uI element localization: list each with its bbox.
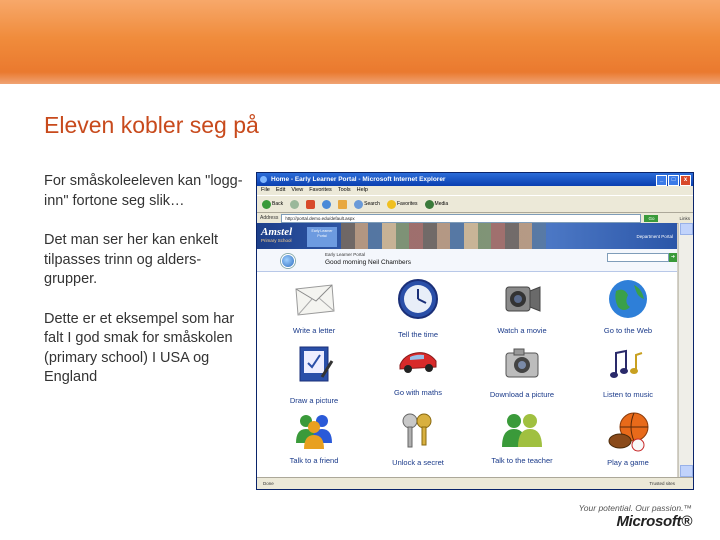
envelope-icon	[292, 277, 336, 321]
tile-label: Watch a movie	[497, 326, 547, 335]
tile-label: Go with maths	[394, 388, 442, 397]
star-icon	[387, 200, 396, 209]
activity-grid	[257, 275, 677, 475]
greeting-label: Early Learner Portal	[325, 252, 366, 257]
microsoft-branding	[579, 503, 692, 530]
tile-label: Tell the time	[397, 330, 439, 339]
tile-label: Unlock a secret	[392, 458, 444, 467]
close-button[interactable]: x	[680, 175, 691, 186]
forward-button[interactable]	[288, 200, 301, 209]
search-icon	[354, 200, 363, 209]
microsoft-logo: Microsoft®	[616, 513, 692, 530]
clock-icon	[396, 277, 440, 321]
security-zone: Trusted sites	[649, 481, 675, 486]
browser-title: Home - Early Learner Portal - Microsoft Internet Explorer	[271, 176, 446, 183]
minimize-button[interactable]: _	[656, 175, 667, 186]
tile-download-picture[interactable]	[477, 341, 567, 399]
music-notes-icon	[606, 341, 650, 385]
greeting-row	[257, 249, 677, 272]
stop-button[interactable]	[304, 200, 317, 209]
tile-watch-movie[interactable]	[477, 277, 567, 335]
teacher-icon	[500, 407, 544, 451]
vertical-scrollbar[interactable]	[678, 223, 693, 477]
menu-favorites[interactable]: Favorites	[309, 187, 332, 193]
camera-icon	[500, 341, 544, 385]
search-input[interactable]	[607, 253, 669, 262]
bullet-list	[44, 172, 249, 408]
department-link[interactable]: Department Portal	[636, 234, 673, 239]
bullet-item: Dette er et eksempel som har falt I god smak for småskolen (primary school) I USA og England	[44, 310, 235, 385]
search-button[interactable]: Search	[352, 200, 382, 209]
tile-label: Talk to the teacher	[491, 456, 553, 465]
page-content	[257, 223, 677, 477]
search-go-button[interactable]: ➜	[670, 254, 676, 260]
tile-talk-friend[interactable]	[269, 407, 359, 465]
menu-tools[interactable]: Tools	[337, 187, 351, 193]
browser-toolbar	[257, 195, 693, 213]
tile-label: Listen to music	[602, 390, 654, 399]
back-button[interactable]: Back	[260, 200, 285, 209]
back-arrow-icon	[262, 200, 271, 209]
menu-bar	[257, 186, 693, 195]
maximize-button[interactable]: □	[668, 175, 679, 186]
menu-view[interactable]: View	[291, 187, 304, 193]
go-button[interactable]: Go	[644, 215, 658, 222]
bullet-item: For småskoleeleven kan "logg-inn" fortone seg slik…	[44, 173, 243, 209]
tile-tell-time[interactable]	[373, 277, 463, 339]
ie-icon	[260, 176, 267, 183]
address-label: Address	[260, 215, 279, 221]
tile-label: Draw a picture	[289, 396, 339, 405]
portal-header	[257, 223, 677, 249]
tagline: Your potential. Our passion.™	[578, 503, 692, 513]
menu-help[interactable]: Help	[356, 187, 368, 193]
globe-icon	[281, 254, 295, 268]
browser-window	[256, 172, 694, 490]
media-button[interactable]: Media	[423, 200, 451, 209]
portal-box: Early Learner Portal	[307, 227, 337, 247]
tile-go-web[interactable]	[583, 277, 673, 335]
tile-label: Download a picture	[489, 390, 555, 399]
menu-file[interactable]: File	[261, 187, 270, 193]
tile-label: Write a letter	[292, 326, 336, 335]
media-icon	[425, 200, 434, 209]
portal-logo[interactable]: Amstel	[261, 226, 293, 238]
status-bar	[257, 477, 693, 489]
favorites-button[interactable]: Favorites	[385, 200, 420, 209]
slide-title: Eleven kobler seg på	[44, 112, 259, 138]
refresh-button[interactable]	[320, 200, 333, 209]
stop-icon	[306, 200, 315, 209]
menu-edit[interactable]: Edit	[275, 187, 286, 193]
balls-icon	[606, 409, 650, 453]
address-input[interactable]: http://portal.demo.edu/default.aspx	[281, 214, 641, 223]
links-button[interactable]: Links	[679, 215, 690, 221]
tile-draw-picture[interactable]	[269, 341, 359, 405]
tile-write-letter[interactable]	[269, 277, 359, 335]
browser-titlebar	[257, 173, 693, 186]
keys-icon	[396, 409, 440, 453]
tile-label: Talk to a friend	[289, 456, 339, 465]
drawing-icon	[292, 341, 336, 385]
camcorder-icon	[500, 277, 544, 321]
photo-strip	[341, 223, 546, 249]
header-banner	[0, 0, 720, 84]
car-icon	[396, 339, 440, 383]
tile-listen-music[interactable]	[583, 341, 673, 399]
status-text: Done	[263, 481, 274, 486]
home-icon	[338, 200, 347, 209]
people-icon	[292, 407, 336, 451]
portal-logo-sub: Primary School	[261, 238, 292, 243]
globe-icon	[606, 277, 650, 321]
tile-go-maths[interactable]	[373, 339, 463, 397]
tile-play-game[interactable]	[583, 409, 673, 467]
tile-unlock-secret[interactable]	[373, 409, 463, 467]
greeting-text: Good morning Neil Chambers	[325, 259, 411, 266]
tile-talk-teacher[interactable]	[477, 407, 567, 465]
bullet-item: Det man ser her kan enkelt tilpasses trinn og alders-grupper.	[44, 232, 219, 287]
forward-arrow-icon	[290, 200, 299, 209]
home-button[interactable]	[336, 200, 349, 209]
tile-label: Go to the Web	[603, 326, 653, 335]
refresh-icon	[322, 200, 331, 209]
tile-label: Play a game	[607, 458, 649, 467]
